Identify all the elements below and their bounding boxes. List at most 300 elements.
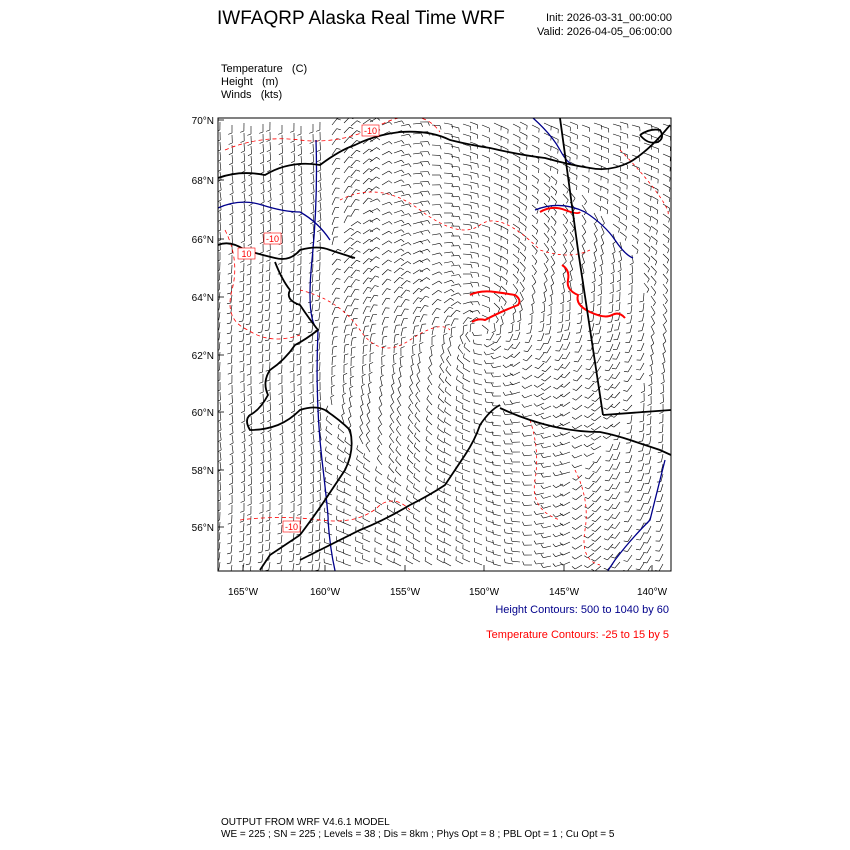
wind-barb-flag (503, 383, 505, 386)
wind-barb-flag (378, 425, 381, 428)
wind-barb-flag (408, 252, 411, 255)
wind-barb-flag (636, 549, 640, 550)
wind-barb (250, 536, 251, 544)
wind-barb (551, 226, 556, 232)
wind-barb (451, 328, 452, 336)
wind-barb (587, 453, 594, 457)
wind-barb (551, 216, 556, 222)
wind-barb (538, 363, 544, 369)
wind-barb (525, 375, 532, 379)
wind-barb (243, 323, 244, 331)
wind-barb-flag (645, 464, 649, 465)
wind-barb (269, 522, 270, 530)
wind-barb (269, 312, 270, 320)
wind-barb (344, 543, 352, 546)
wind-barb-flag (604, 539, 608, 540)
wind-barb (629, 485, 632, 492)
wind-barb-flag (459, 187, 460, 191)
wind-barb-flag (547, 239, 549, 243)
wind-barb-flag (553, 495, 556, 498)
wind-barb (313, 464, 314, 472)
wind-barb-flag (338, 444, 339, 448)
wind-barb-flag (541, 564, 543, 567)
wind-barb-flag (440, 253, 442, 256)
wind-barb-flag (638, 331, 642, 332)
wind-barb-flag (426, 446, 427, 450)
wind-barb-flag (265, 300, 269, 301)
wind-barb (389, 457, 394, 463)
wind-barb (594, 183, 601, 187)
wind-barb (582, 125, 590, 128)
wind-barb-flag (318, 470, 322, 472)
wind-barb (660, 504, 663, 512)
wind-barb (243, 273, 244, 281)
wind-barb (413, 251, 420, 254)
wind-barb (444, 562, 451, 566)
wind-barb (270, 452, 271, 460)
wind-barb (641, 473, 644, 481)
wind-barb (270, 482, 271, 490)
wind-barb (505, 553, 513, 554)
wind-barb (363, 488, 370, 492)
wind-barb (551, 286, 553, 294)
wind-barb (251, 406, 252, 414)
wind-barb (601, 196, 608, 200)
wind-barb-flag (280, 213, 284, 215)
wind-barb-flag (555, 192, 557, 196)
wind-barb-flag (431, 345, 434, 347)
wind-barb-flag (605, 480, 609, 481)
wind-barb-flag (310, 222, 314, 224)
wind-barb-flag (504, 539, 505, 543)
wind-barb (601, 186, 608, 190)
wind-barb-flag (577, 323, 581, 324)
wind-barb (644, 213, 651, 217)
wind-barb-flag (366, 432, 369, 435)
wind-barb (590, 363, 594, 370)
wind-barb-flag (298, 484, 302, 486)
wind-barb (250, 546, 251, 554)
wind-barb-flag (356, 280, 360, 281)
wind-barb-flag (229, 393, 233, 395)
wind-barb-flag (317, 160, 321, 162)
wind-barb-flag (387, 485, 388, 489)
wind-barb (432, 214, 440, 215)
wind-barb (563, 542, 570, 545)
wind-barb (370, 228, 377, 232)
wind-barb-flag (585, 478, 589, 479)
wind-barb (362, 376, 363, 384)
wind-barb (231, 565, 232, 573)
wind-barb (251, 146, 252, 154)
wind-barb-flag (248, 494, 252, 496)
wind-barb (420, 161, 428, 162)
wind-barb-flag (278, 263, 282, 264)
wind-barb (370, 364, 371, 372)
wind-barb (410, 377, 413, 384)
wind-barb (337, 500, 344, 504)
wind-barb-flag (506, 281, 507, 285)
wind-barb-flag (660, 392, 664, 394)
wind-barb (319, 302, 320, 310)
wind-barb-flag (290, 271, 294, 272)
wind-barb (320, 202, 321, 210)
wind-barb-flag (310, 492, 314, 494)
wind-barb (470, 182, 478, 184)
wind-barb (610, 444, 613, 451)
wind-barb (426, 440, 432, 445)
wind-barb-flag (639, 441, 643, 442)
wind-barb-flag (627, 423, 631, 424)
wind-barb-flag (492, 471, 493, 475)
wind-barb (575, 435, 582, 439)
wind-barb (393, 365, 394, 373)
wind-barb (512, 422, 520, 423)
wind-barb-flag (394, 508, 395, 512)
wind-barb-flag (456, 496, 457, 500)
wind-barb (300, 546, 301, 554)
wind-barb-flag (258, 542, 262, 543)
wind-barb-flag (291, 501, 295, 503)
wind-barb (313, 204, 314, 212)
wind-barb (474, 493, 482, 495)
wind-barb-flag (291, 241, 295, 243)
wind-barb-flag (485, 369, 487, 373)
wind-barb-flag (239, 561, 243, 562)
wind-barb-flag (248, 404, 252, 406)
wind-barb (615, 542, 620, 548)
wind-barb (263, 234, 264, 242)
wind-barb (401, 204, 409, 206)
wind-barb (536, 553, 544, 554)
wind-barb (432, 262, 440, 265)
wind-barb (651, 296, 656, 303)
wind-barb-flag (456, 386, 457, 390)
wind-barb-flag (658, 452, 662, 453)
wind-barb-flag (655, 551, 659, 552)
wind-barb (390, 416, 394, 423)
wind-barb (387, 559, 394, 563)
wind-barb-flag (318, 220, 322, 222)
wind-barb-flag (612, 378, 616, 379)
wind-barb (428, 378, 432, 385)
wind-barb-flag (638, 219, 639, 223)
wind-barb-flag (629, 273, 633, 275)
wind-barb (470, 232, 478, 234)
wind-barb (394, 492, 401, 497)
wind-barb-flag (297, 134, 301, 135)
wind-barb-flag (444, 333, 448, 335)
wind-barb-flag (459, 197, 460, 201)
wind-barb (437, 479, 444, 483)
wind-barb (332, 337, 334, 345)
wind-barb-flag (387, 545, 388, 549)
wind-barb (407, 479, 413, 484)
wind-barb (482, 275, 490, 278)
wind-barb-flag (511, 508, 512, 512)
wind-barb (520, 172, 527, 176)
wind-barb-flag (415, 423, 417, 427)
wind-barb (313, 454, 314, 462)
wind-barb-flag (413, 544, 414, 548)
wind-barb (463, 124, 471, 127)
wind-barb (425, 521, 432, 525)
wind-barb (301, 216, 302, 224)
wind-barb (281, 565, 282, 573)
wind-barb (493, 366, 501, 368)
wind-barb (406, 540, 413, 544)
wind-barb-flag (336, 168, 340, 169)
wind-barb (524, 465, 532, 466)
wind-barb-flag (291, 421, 295, 423)
wind-barb (512, 541, 520, 542)
wind-barb-flag (389, 231, 392, 234)
wind-barb (332, 357, 333, 365)
wind-barb-flag (259, 262, 263, 263)
wind-barb-flag (576, 186, 577, 190)
wind-barb (294, 393, 295, 401)
wind-barb (651, 356, 653, 364)
wind-barb (651, 256, 657, 262)
wind-barb (337, 510, 344, 513)
wind-barb (482, 285, 490, 288)
wind-barb (438, 398, 444, 404)
wind-barb-flag (525, 237, 526, 241)
wind-barb-flag (402, 141, 405, 144)
wind-barb-flag (504, 349, 508, 350)
wind-barb-flag (396, 457, 398, 461)
longitude-labels (228, 587, 668, 598)
wind-barb-flag (639, 199, 640, 203)
wind-barb-flag (428, 152, 430, 156)
wind-barb (219, 552, 220, 560)
wind-barb-flag (585, 487, 589, 489)
wind-barb-flag (576, 333, 580, 334)
wind-barb (644, 163, 651, 166)
wind-barb (620, 252, 622, 260)
wind-barb (244, 163, 245, 171)
wind-barb-flag (380, 385, 383, 387)
wind-barb-flag (636, 559, 640, 560)
wind-barb-flag (227, 543, 231, 544)
wind-barb-flag (432, 336, 436, 337)
wind-barb (613, 154, 621, 157)
wind-barb-flag (259, 372, 263, 373)
wind-barb-flag (417, 307, 421, 308)
wind-barb (536, 443, 544, 445)
wind-barb-flag (668, 239, 669, 243)
wind-barb-flag (389, 122, 392, 125)
wind-barb (344, 355, 345, 363)
wind-barb (263, 184, 264, 192)
wind-barb (463, 254, 471, 255)
wind-barb (367, 405, 370, 413)
wind-barb (651, 266, 657, 272)
wind-barb-flag (261, 452, 265, 454)
wind-barb (588, 553, 594, 558)
lon-label-160: 160°W (309, 587, 341, 598)
wind-barb-flag (603, 436, 606, 438)
wind-barb-flag (239, 311, 243, 312)
wind-barb-flag (485, 389, 486, 393)
wind-barb-flag (611, 557, 615, 558)
wind-barb (505, 543, 513, 544)
wind-barb (630, 435, 632, 443)
wind-barb (470, 202, 478, 204)
wind-barb-flag (402, 201, 404, 204)
wind-barb (414, 487, 421, 492)
wind-barb-flag (364, 345, 368, 346)
map-frame (218, 118, 671, 571)
wind-barb-flag (344, 498, 345, 502)
wind-barb-flag (414, 443, 416, 447)
wind-barb-flag (572, 527, 575, 529)
wind-barb (401, 299, 406, 306)
wind-barb-flag (554, 378, 558, 380)
wind-barb (608, 504, 613, 510)
wind-barb-flag (389, 181, 392, 184)
wind-barb (463, 318, 468, 324)
wind-barb-flag (639, 431, 643, 432)
wind-barb (595, 566, 601, 571)
wind-barb (232, 165, 233, 173)
wind-barb (425, 501, 432, 505)
wind-barb (556, 494, 563, 498)
wind-barb (419, 354, 421, 362)
wind-barb (414, 447, 420, 453)
wind-barb (364, 467, 371, 472)
wind-barb (663, 384, 664, 392)
wind-barb (363, 178, 369, 184)
wind-barb (532, 195, 538, 200)
wind-barb-flag (523, 561, 524, 565)
wind-barb (320, 472, 321, 480)
wind-barb-flag (425, 305, 429, 306)
wind-barb (220, 422, 221, 430)
wind-barb (319, 532, 320, 540)
wind-barb (463, 529, 470, 533)
wind-barb-flag (318, 180, 322, 182)
wind-barb-flag (409, 124, 411, 127)
wind-barb-flag (653, 313, 656, 316)
wind-barb-flag (591, 438, 594, 441)
wind-barb-flag (552, 273, 555, 276)
wind-barb (348, 419, 351, 427)
wind-barb-flag (407, 465, 408, 469)
wind-barb (368, 394, 370, 402)
wind-barb-flag (408, 435, 410, 439)
wind-barb-flag (440, 195, 442, 199)
wind-barb-flag (492, 481, 493, 485)
wind-barb (409, 387, 413, 394)
wind-barb (349, 408, 351, 416)
wind-barb-flag (617, 290, 621, 292)
wind-barb (563, 492, 570, 496)
wind-barb-flag (292, 191, 296, 193)
wind-barb (563, 552, 570, 555)
wind-barb (243, 333, 244, 341)
wind-barb-flag (536, 231, 538, 235)
wind-barb (627, 395, 632, 401)
wind-barb-flag (265, 350, 269, 351)
wind-barb (244, 173, 245, 181)
wind-barb-flag (605, 500, 609, 501)
wind-barb-flag (357, 241, 360, 243)
wind-barb (409, 407, 414, 414)
wind-barb-flag (640, 301, 644, 302)
wind-barb-flag (248, 394, 252, 396)
wind-barb (319, 322, 320, 330)
wind-barb (382, 161, 389, 165)
wind-barb (231, 355, 232, 363)
wind-barb-flag (246, 344, 250, 345)
wind-barb-flag (298, 394, 302, 396)
wind-barb-flag (318, 460, 322, 462)
wind-barb-flag (541, 544, 543, 547)
wind-barb (576, 405, 582, 410)
wind-barb-flag (541, 464, 543, 467)
wind-barb-flag (344, 478, 345, 482)
wind-barb (620, 142, 628, 145)
wind-barb-flag (458, 293, 461, 296)
wind-barb-flag (503, 374, 506, 377)
wind-barb-flag (591, 428, 594, 430)
wind-barb (582, 195, 587, 202)
wind-barb-flag (266, 280, 270, 281)
wind-barb (617, 462, 620, 469)
wind-barb-flag (592, 520, 596, 522)
wind-barb (617, 442, 620, 450)
field-winds: Winds (kts) (221, 89, 283, 101)
wind-barb-flag (515, 301, 518, 304)
wind-barb-flag (427, 278, 430, 280)
wind-barb (394, 258, 401, 263)
wind-barb (596, 466, 601, 473)
wind-barb (366, 435, 370, 442)
wind-barb-flag (624, 521, 628, 522)
wind-barb (444, 512, 451, 516)
wind-barb-flag (390, 192, 393, 195)
wind-barb (293, 303, 294, 311)
wind-barb (520, 312, 521, 320)
wind-barb-flag (310, 232, 314, 234)
wind-barb-flag (551, 284, 554, 287)
wind-barb (579, 345, 583, 352)
wind-barb-flag (248, 504, 252, 506)
contour-label-3: 10 (241, 249, 252, 259)
wind-barb-flag (620, 198, 621, 202)
wind-barb (608, 384, 613, 390)
wind-barb-flag (379, 405, 382, 408)
wind-barb-flag (356, 486, 357, 490)
wind-barb (563, 194, 568, 200)
wind-barb (414, 457, 420, 462)
wind-barb-flag (541, 388, 544, 390)
wind-barb-flag (628, 293, 632, 294)
wind-barb (356, 541, 363, 544)
wind-barb (281, 535, 282, 543)
wind-barb (244, 393, 245, 401)
wind-barb-flag (604, 509, 608, 510)
wind-barb-flag (553, 406, 556, 408)
wind-barb-flag (657, 220, 658, 224)
wind-barb (378, 428, 382, 435)
wind-barb-flag (503, 313, 505, 316)
wind-barb (520, 272, 525, 278)
wind-barb-flag (349, 406, 352, 408)
wind-barb (541, 333, 544, 341)
wind-barb (378, 438, 382, 445)
